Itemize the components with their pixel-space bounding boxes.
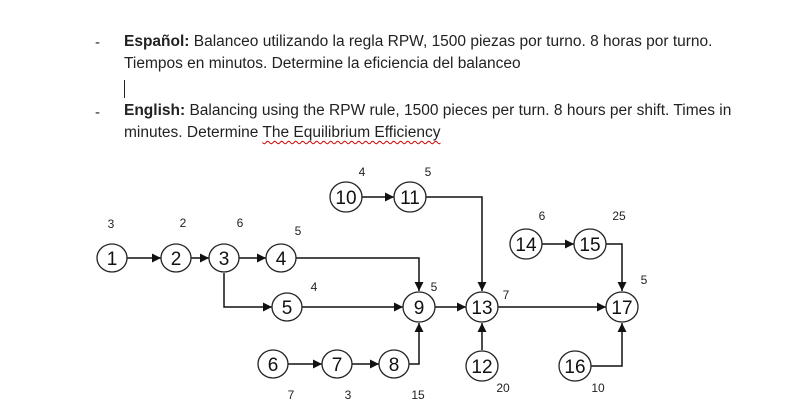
task-time-label: 10 [591,381,605,395]
task-time-label: 3 [344,388,352,402]
task-id-label: 17 [611,298,633,319]
task-time-label: 20 [496,381,510,395]
task-node-10 [330,165,366,212]
task-node-4 [266,224,302,272]
task-id-label: 13 [471,298,493,319]
task-node-2 [161,216,191,272]
task-time-label: 2 [179,216,187,230]
task-id-label: 5 [281,298,293,319]
bullet-spanish: - [95,34,100,51]
task-id-label: 16 [564,357,586,378]
edge-11-to-13 [426,197,482,291]
english-label: English: [124,102,186,119]
task-node-6 [258,350,295,402]
task-node-8 [379,350,425,402]
english-text: Balancing using the RPW rule, 1500 pieces per turn. 8 hours per shift. Times in minutes. Determine [124,102,732,141]
task-time-label: 4 [358,165,366,179]
task-time-label: 25 [612,209,626,223]
bullet-english: - [95,104,100,121]
spellcheck-flagged-text[interactable]: The Equilibrium Efficiency [262,124,441,141]
task-node-9 [403,280,438,322]
task-id-label: 8 [388,355,400,376]
edge-15-to-17 [606,244,622,291]
task-id-label: 2 [170,249,182,270]
task-id-label: 7 [331,355,343,376]
task-time-label: 5 [424,165,432,179]
task-time-label: 5 [640,273,648,287]
task-time-label: 6 [538,209,546,223]
task-id-label: 10 [335,188,357,209]
task-id-label: 11 [400,188,420,209]
task-id-label: 3 [218,249,230,270]
spanish-label: Español: [124,33,190,50]
task-id-label: 6 [267,355,279,376]
task-id-label: 4 [275,249,287,270]
task-time-label: 5 [430,280,438,294]
edge-8-to-9 [409,323,419,364]
task-node-15 [574,209,626,259]
task-node-1 [97,217,127,272]
task-id-label: 12 [471,357,493,378]
task-time-label: 7 [502,288,510,302]
task-node-12 [466,351,510,395]
spanish-text: Balanceo utilizando la regla RPW, 1500 piezas por turno. 8 horas por turno. Tiempos en minutos. Determine la eficiencia del balanceo [124,33,713,72]
task-node-3 [209,216,244,272]
task-time-label: 6 [236,216,244,230]
task-node-7 [322,350,352,402]
nodes-layer [97,165,648,402]
task-node-5 [272,280,318,321]
task-node-14 [510,209,546,259]
edges-layer [127,197,622,366]
task-node-13 [466,288,510,322]
task-id-label: 15 [579,235,601,256]
task-time-label: 15 [411,388,425,402]
task-id-label: 14 [515,235,537,256]
task-node-17 [606,273,648,322]
edge-3-to-5 [224,273,272,307]
task-time-label: 5 [294,224,302,238]
task-time-label: 7 [287,388,295,402]
task-id-label: 1 [106,249,118,270]
task-time-label: 3 [107,217,115,231]
task-id-label: 9 [413,298,425,319]
task-node-16 [559,351,605,395]
task-node-11 [394,165,432,212]
edge-16-to-17 [591,323,622,366]
task-time-label: 4 [310,280,318,294]
